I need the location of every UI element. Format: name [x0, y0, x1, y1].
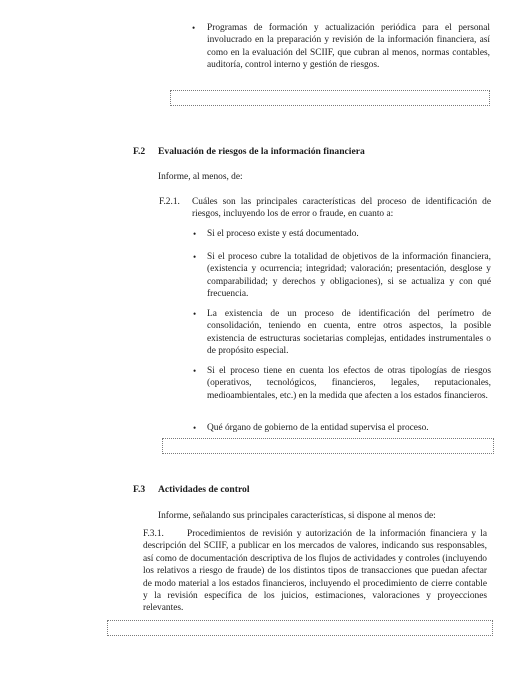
f21-bullet-2: Si el proceso cubre la totalidad de objetivos de la información financiera, (existencia y ocurrencia; integridad; valoración; presentación, desglose y comparabilidad; y derechos y obligaciones), si se actualiza y con qué frecuencia.	[207, 252, 491, 300]
section-f3-intro: Informe, señalando sus principales características, si dispone al menos de:	[158, 511, 436, 521]
answer-box-1[interactable]	[170, 90, 490, 106]
answer-box-2[interactable]	[162, 438, 494, 454]
bullet-marker: •	[193, 252, 197, 262]
bullet-marker: •	[193, 229, 197, 239]
f21-bullet-4: Si el proceso tiene en cuenta los efectos de otras tipologías de riesgos (operativos, tecnológicos, financieros, legales, reputacionales, medioambientales, etc.) en la medida que afecten a los estados financieros.	[207, 366, 491, 401]
f21-bullet-5: Qué órgano de gobierno de la entidad supervisa el proceso.	[207, 423, 429, 433]
item-f21-text: Cuáles son las principales características del proceso de identificación de riesgos, incluyendo los de error o fraude, en cuanto a:	[192, 197, 491, 220]
item-f31-number: F.3.1.	[143, 529, 164, 539]
section-f2-intro: Informe, al menos, de:	[158, 172, 243, 182]
answer-box-3[interactable]	[107, 620, 493, 636]
bullet-marker: •	[193, 366, 197, 376]
bullet-marker: •	[193, 309, 197, 319]
section-f3-number: F.3	[133, 484, 146, 495]
section-f2-number: F.2	[133, 146, 146, 157]
f21-bullet-3: La existencia de un proceso de identificación del perímetro de consolidación, teniendo en cuenta, entre otros aspectos, la posible existencia de estructuras societarias complejas, entidades instrumentales o de propósito especial.	[207, 309, 491, 357]
bullet-marker: •	[192, 23, 196, 33]
f21-bullet-1: Si el proceso existe y está documentado.	[207, 229, 359, 239]
training-programs-bullet: Programas de formación y actualización periódica para el personal involucrado en la preparación y revisión de la información financiera, así como en la evaluación del SCIIF, que cubran al menos, normas contables, auditoría, control interno y gestión de riesgos.	[207, 23, 490, 71]
item-f31-text: Procedimientos de revisión y autorización de la información financiera y la descripción del SCIIF, a publicar en los mercados de valores, indicando sus responsables, así como de documentación descriptiva de los flujos de actividades y controles (incluyendo los relativos a riesgo de fraude) de los distintos tipos de transacciones que puedan afectar de modo material a los estados financieros, incluyendo el procedimiento de cierre contable y la revisión específica de los juicios, estimaciones, valoraciones y proyecciones relevantes.	[143, 529, 487, 614]
section-f2-title: Evaluación de riesgos de la información financiera	[158, 146, 365, 157]
bullet-marker: •	[193, 423, 197, 433]
item-f21-number: F.2.1.	[159, 197, 180, 207]
section-f3-title: Actividades de control	[158, 484, 250, 495]
